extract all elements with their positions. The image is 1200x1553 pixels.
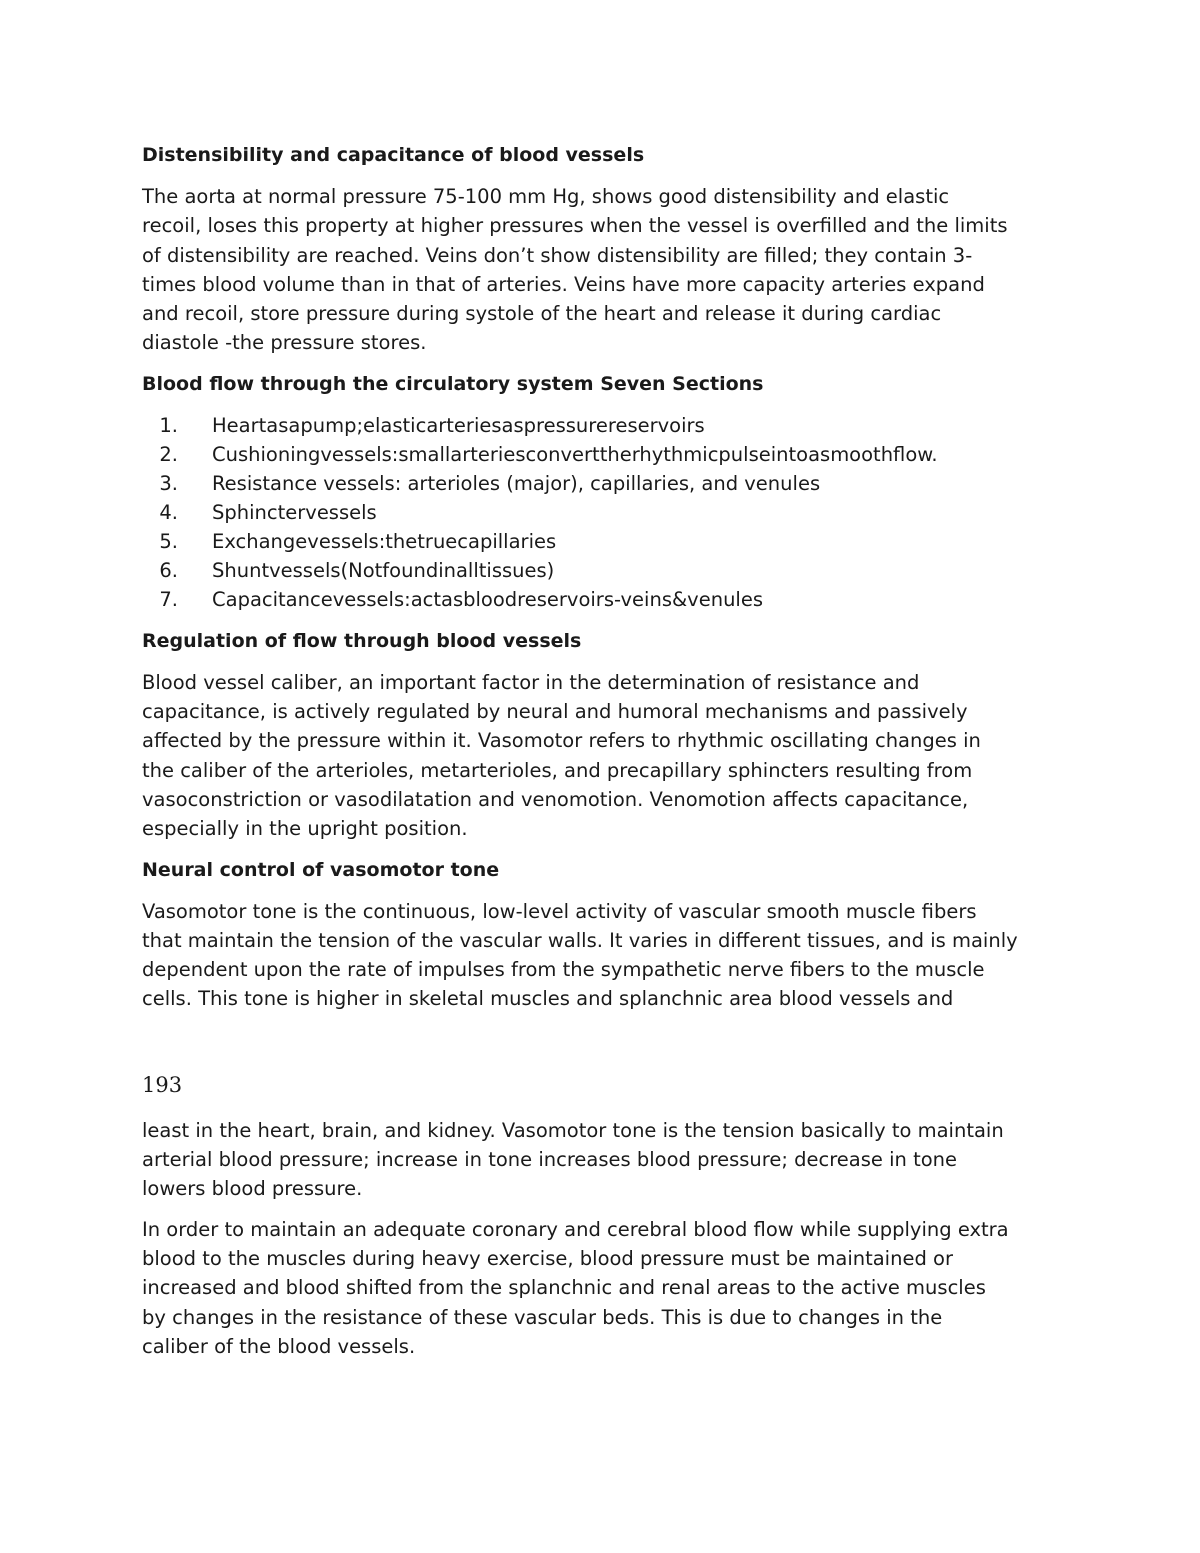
list-item (142, 527, 1072, 556)
list-number: 7. (159, 587, 178, 611)
list-item-text: Cushioningvessels:smallarteriesconverttherhythmicpulseintoasmoothflow. (212, 442, 938, 466)
text-line: and recoil, store pressure during systole of the heart and release it during cardiac (142, 302, 942, 326)
paragraph-exercise-flow (142, 1215, 1072, 1361)
section-heading-neural-control: Neural control of vasomotor tone (142, 858, 500, 881)
list-number: 3. (159, 471, 178, 495)
text-line: blood to the muscles during heavy exercise, blood pressure must be maintained or (142, 1246, 953, 1270)
text-line: by changes in the resistance of these vascular beds. This is due to changes in the (142, 1305, 943, 1329)
list-number: 6. (159, 558, 178, 582)
list-number: 2. (159, 442, 178, 466)
list-item-text: Sphinctervessels (212, 500, 377, 524)
section-heading-regulation: Regulation of flow through blood vessels (142, 629, 582, 652)
seven-sections-list (142, 411, 1072, 614)
text-line: Blood vessel caliber, an important factor in the determination of resistance and (142, 670, 920, 694)
text-line: times blood volume than in that of arteries. Veins have more capacity arteries expand (142, 272, 985, 296)
text-line: caliber of the blood vessels. (142, 1334, 416, 1358)
list-item-text: Capacitancevessels:actasbloodreservoirs-veins&venules (212, 587, 764, 611)
text-line: In order to maintain an adequate coronary and cerebral blood flow while supplying extra (142, 1217, 1009, 1241)
paragraph-regulation (142, 668, 1072, 844)
list-item-text: Heartasapump;elasticarteriesaspressurereservoirs (212, 413, 705, 437)
document-page (142, 140, 1072, 1372)
list-item-text: Resistance vessels: arterioles (major), capillaries, and venules (212, 471, 821, 495)
list-item-text: Exchangevessels:thetruecapillaries (212, 529, 557, 553)
list-item (142, 556, 1072, 585)
text-line: especially in the upright position. (142, 817, 468, 841)
paragraph-vasomotor-tension (142, 1116, 1072, 1204)
list-item (142, 585, 1072, 614)
list-item-text: Shuntvessels(Notfoundinalltissues) (212, 558, 555, 582)
text-line: Vasomotor tone is the continuous, low-level activity of vascular smooth muscle fibers (142, 899, 977, 923)
text-line: the caliber of the arterioles, metarterioles, and precapillary sphincters resulting from (142, 758, 973, 782)
text-line: vasoconstriction or vasodilatation and venomotion. Venomotion affects capacitance, (142, 787, 969, 811)
text-line: least in the heart, brain, and kidney. Vasomotor tone is the tension basically to maintain (142, 1118, 1004, 1142)
list-item (142, 469, 1072, 498)
text-line: increased and blood shifted from the splanchnic and renal areas to the active muscles (142, 1276, 986, 1300)
text-line: of distensibility are reached. Veins don’t show distensibility are filled; they contain 3- (142, 243, 973, 267)
text-line: cells. This tone is higher in skeletal muscles and splanchnic area blood vessels and (142, 987, 954, 1011)
text-line: dependent upon the rate of impulses from the sympathetic nerve fibers to the muscle (142, 958, 985, 982)
list-item (142, 411, 1072, 440)
list-number: 4. (159, 500, 178, 524)
paragraph-neural-control (142, 897, 1072, 1014)
section-heading-distensibility: Distensibility and capacitance of blood vessels (142, 144, 645, 166)
text-line: that maintain the tension of the vascular walls. It varies in different tissues, and is mainly (142, 928, 1018, 952)
text-line: arterial blood pressure; increase in tone increases blood pressure; decrease in tone (142, 1148, 958, 1172)
text-line: The aorta at normal pressure 75-100 mm Hg, shows good distensibility and elastic (142, 185, 950, 208)
list-number: 1. (159, 413, 178, 437)
section-heading-blood-flow: Blood flow through the circulatory system Seven Sections (142, 372, 764, 395)
text-line: affected by the pressure within it. Vasomotor refers to rhythmic oscillating changes in (142, 729, 981, 753)
text-line: diastole -the pressure stores. (142, 331, 427, 355)
list-number: 5. (159, 529, 178, 553)
text-line: lowers blood pressure. (142, 1177, 363, 1201)
paragraph-distensibility (142, 182, 1072, 358)
list-item (142, 440, 1072, 469)
text-line: capacitance, is actively regulated by neural and humoral mechanisms and passively (142, 700, 968, 724)
page-number: 193 (142, 1072, 183, 1097)
list-item (142, 498, 1072, 527)
text-line: recoil, loses this property at higher pressures when the vessel is overfilled and the limits (142, 214, 1008, 238)
